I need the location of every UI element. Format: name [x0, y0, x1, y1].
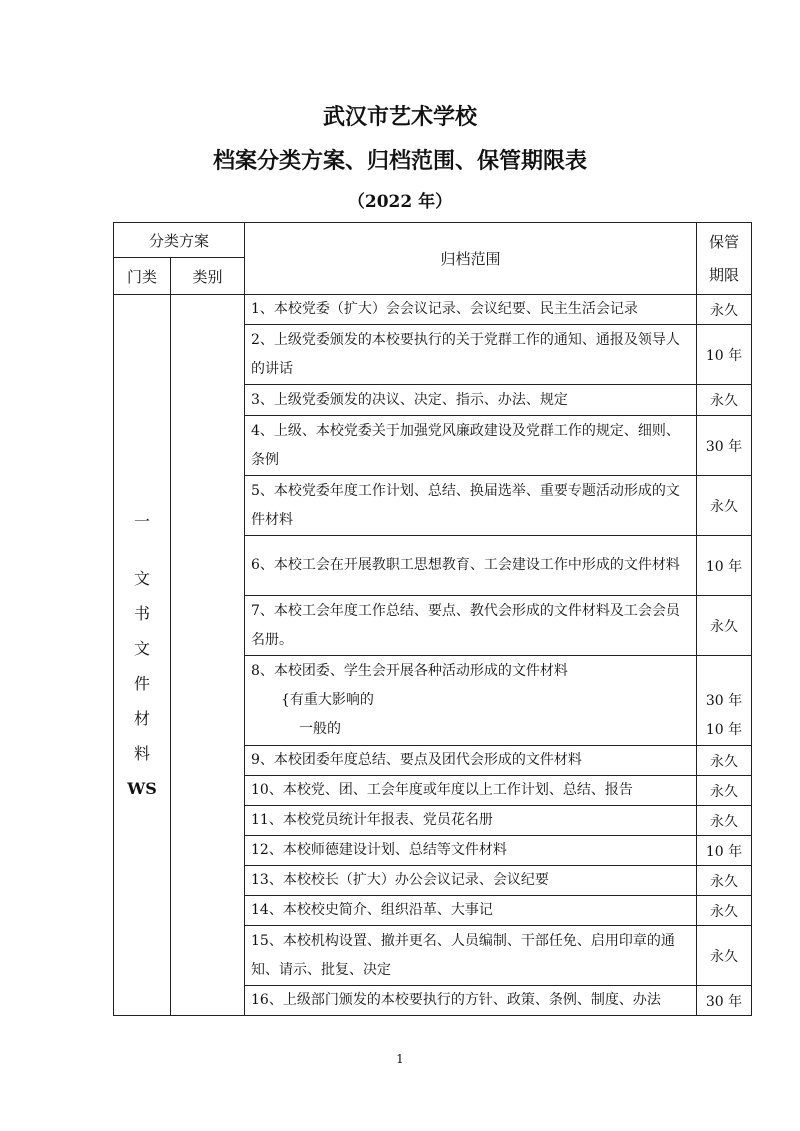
term-cell: 永久 [697, 596, 752, 656]
scope-cell: 4、上级、本校党委关于加强党风廉政建设及党群工作的规定、细则、条例 [245, 416, 697, 476]
term-cell: 永久 [697, 476, 752, 536]
category-name-char: 材 [133, 709, 150, 728]
category-name-char: 料 [133, 744, 150, 763]
term-cell: 永久 [697, 896, 752, 926]
scope-cell: 9、本校团委年度总结、要点及团代会形成的文件材料 [245, 746, 697, 776]
class-cell [171, 295, 245, 1016]
category-name-char: 文 [133, 569, 150, 588]
term-cell: 永久 [697, 866, 752, 896]
category-cell [114, 295, 171, 1016]
category-number: 一 [133, 512, 150, 531]
scope-cell: 12、本校师德建设计划、总结等文件材料 [245, 836, 697, 866]
document-subtitle: 档案分类方案、归档范围、保管期限表 [212, 149, 587, 174]
scope-cell: 16、上级部门颁发的本校要执行的方针、政策、条例、制度、办法 [245, 986, 697, 1016]
header-classification: 分类方案 [114, 223, 245, 258]
scope-cell: 10、本校党、团、工会年度或年度以上工作计划、总结、报告 [245, 776, 697, 806]
archive-classification-table [113, 222, 752, 1016]
header-term [697, 223, 752, 295]
table-row [114, 295, 752, 325]
document-title: 武汉市艺术学校 [322, 105, 477, 130]
scope-cell: 1、本校党委（扩大）会会议记录、会议纪要、民主生活会记录 [245, 295, 697, 325]
term-cell: 永久 [697, 776, 752, 806]
term-cell [697, 656, 752, 746]
term-cell: 10 年 [697, 325, 752, 385]
header-scope: 归档范围 [245, 223, 697, 295]
term-sub-value: 10 年 [705, 722, 743, 738]
scope-cell: 14、本校校史简介、组织沿革、大事记 [245, 896, 697, 926]
scope-cell: 11、本校党员统计年报表、党员花名册 [245, 806, 697, 836]
term-cell: 永久 [697, 746, 752, 776]
category-name-char: 书 [133, 604, 150, 623]
header-category: 门类 [114, 258, 171, 295]
scope-cell: 5、本校党委年度工作计划、总结、换届选举、重要专题活动形成的文件材料 [245, 476, 697, 536]
category-name-char: 文 [133, 639, 150, 658]
term-cell: 永久 [697, 295, 752, 325]
document-year: （2022 年） [347, 192, 453, 212]
scope-cell: 7、本校工会年度工作总结、要点、教代会形成的文件材料及工会会员名册。 [245, 596, 697, 656]
scope-cell: 15、本校机构设置、撤并更名、人员编制、干部任免、启用印章的通知、请示、批复、决定 [245, 926, 697, 986]
scope-main-text: 8、本校团委、学生会开展各种活动形成的文件材料 [251, 663, 568, 679]
scope-cell: 6、本校工会在开展教职工思想教育、工会建设工作中形成的文件材料 [245, 536, 697, 596]
term-cell: 10 年 [697, 836, 752, 866]
category-code: WS [127, 779, 157, 798]
scope-sub-text: 一般的 [299, 721, 342, 737]
header-term-text: 保管期限 [709, 232, 740, 284]
page-number: 1 [396, 1052, 404, 1066]
category-name-char: 件 [133, 674, 150, 693]
term-cell: 永久 [697, 385, 752, 416]
scope-cell: 2、上级党委颁发的本校要执行的关于党群工作的通知、通报及领导人的讲话 [245, 325, 697, 385]
scope-cell [245, 656, 697, 746]
scope-cell: 13、本校校长（扩大）办公会议记录、会议纪要 [245, 866, 697, 896]
scope-sub-text: {有重大影响的 [281, 692, 374, 708]
term-cell: 10 年 [697, 536, 752, 596]
term-cell: 永久 [697, 806, 752, 836]
header-class: 类别 [171, 258, 245, 295]
term-sub-value: 30 年 [705, 693, 743, 709]
term-cell: 30 年 [697, 416, 752, 476]
term-cell: 永久 [697, 926, 752, 986]
scope-cell: 3、上级党委颁发的决议、决定、指示、办法、规定 [245, 385, 697, 416]
term-cell: 30 年 [697, 986, 752, 1016]
